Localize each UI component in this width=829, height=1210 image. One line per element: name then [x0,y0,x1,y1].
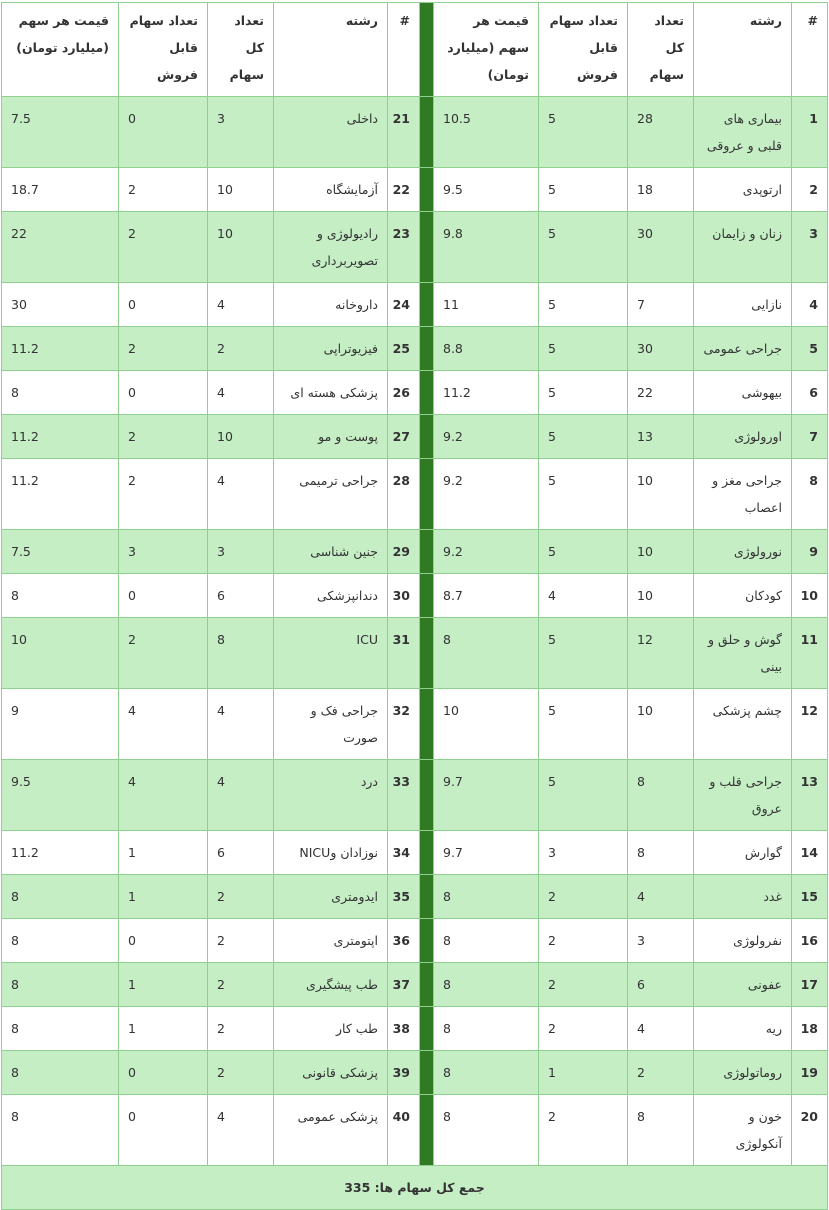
table-row [2,168,828,212]
total-shares: 8 [628,1095,694,1166]
row-number: 14 [792,831,828,875]
price-per-share: 8 [2,371,119,415]
table-body [2,97,828,1166]
sellable-shares: 3 [119,530,208,574]
total-shares: 2 [208,919,274,963]
field-name: درد [274,760,388,831]
column-separator [420,919,434,963]
price-per-share: 9.2 [434,530,539,574]
row-number: 21 [388,97,420,168]
table-row [2,530,828,574]
table-row [2,97,828,168]
total-shares: 2 [208,1051,274,1095]
row-number: 8 [792,459,828,530]
total-shares-summary: جمع کل سهام ها: 335 [2,1166,828,1210]
sellable-shares: 2 [539,1007,628,1051]
sellable-shares: 1 [119,831,208,875]
price-per-share: 9.8 [434,212,539,283]
field-name: پزشکی عمومی [274,1095,388,1166]
sellable-shares: 2 [119,327,208,371]
row-number: 39 [388,1051,420,1095]
price-per-share: 10 [2,618,119,689]
field-name: ارتوپدی [694,168,792,212]
row-number: 3 [792,212,828,283]
price-per-share: 11.2 [2,459,119,530]
sellable-shares: 5 [539,689,628,760]
sellable-shares: 2 [119,212,208,283]
price-per-share: 8 [2,1051,119,1095]
table-row [2,1007,828,1051]
price-per-share: 9.5 [434,168,539,212]
price-per-share: 9 [2,689,119,760]
total-shares: 3 [208,97,274,168]
field-name: نفرولوژی [694,919,792,963]
row-number: 10 [792,574,828,618]
total-shares: 2 [208,1007,274,1051]
sellable-shares: 4 [119,760,208,831]
sellable-shares: 2 [539,875,628,919]
price-per-share: 11.2 [2,831,119,875]
total-shares: 12 [628,618,694,689]
header-total-shares: تعداد کل سهام [628,3,694,97]
total-shares: 2 [208,327,274,371]
row-number: 30 [388,574,420,618]
header-sellable-shares: تعداد سهام قابل فروش [119,3,208,97]
total-shares: 10 [628,574,694,618]
total-shares: 10 [628,459,694,530]
row-number: 40 [388,1095,420,1166]
field-name: طب پیشگیری [274,963,388,1007]
field-name: ICU [274,618,388,689]
column-separator [420,618,434,689]
field-name: آزمایشگاه [274,168,388,212]
row-number: 1 [792,97,828,168]
total-shares: 3 [628,919,694,963]
field-name: غدد [694,875,792,919]
sellable-shares: 4 [539,574,628,618]
table-row [2,283,828,327]
total-shares: 8 [628,831,694,875]
field-name: جراحی ترمیمی [274,459,388,530]
sellable-shares: 0 [119,97,208,168]
table-row [2,963,828,1007]
price-per-share: 8 [434,618,539,689]
total-shares: 10 [628,689,694,760]
total-shares: 30 [628,327,694,371]
table-row [2,689,828,760]
total-shares: 6 [628,963,694,1007]
row-number: 24 [388,283,420,327]
row-number: 9 [792,530,828,574]
price-per-share: 8 [2,1007,119,1051]
field-name: چشم پزشکی [694,689,792,760]
row-number: 26 [388,371,420,415]
total-shares: 22 [628,371,694,415]
column-separator [420,212,434,283]
field-name: جراحی مغز و اعصاب [694,459,792,530]
column-separator [420,97,434,168]
sellable-shares: 1 [119,875,208,919]
header-price-per-share: قیمت هر سهم (میلیارد تومان) [2,3,119,97]
price-per-share: 8 [434,1051,539,1095]
row-number: 5 [792,327,828,371]
column-separator [420,963,434,1007]
field-name: پوست و مو [274,415,388,459]
field-name: گوش و حلق و بینی [694,618,792,689]
sellable-shares: 0 [119,919,208,963]
price-per-share: 8.7 [434,574,539,618]
price-per-share: 10 [434,689,539,760]
sellable-shares: 2 [119,415,208,459]
field-name: جنین شناسی [274,530,388,574]
total-shares: 4 [208,371,274,415]
total-shares: 10 [208,212,274,283]
price-per-share: 18.7 [2,168,119,212]
sellable-shares: 4 [119,689,208,760]
sellable-shares: 2 [119,459,208,530]
row-number: 34 [388,831,420,875]
table-row [2,760,828,831]
header-index: # [388,3,420,97]
table-row [2,574,828,618]
row-number: 17 [792,963,828,1007]
row-number: 19 [792,1051,828,1095]
column-separator [420,530,434,574]
field-name: گوارش [694,831,792,875]
field-name: اورولوژی [694,415,792,459]
total-shares: 4 [208,1095,274,1166]
price-per-share: 7.5 [2,530,119,574]
table-row [2,919,828,963]
column-separator [420,831,434,875]
sellable-shares: 5 [539,283,628,327]
price-per-share: 10.5 [434,97,539,168]
sellable-shares: 5 [539,327,628,371]
field-name: خون و آنکولوژی [694,1095,792,1166]
field-name: فیزیوتراپی [274,327,388,371]
field-name: زنان و زایمان [694,212,792,283]
total-shares: 2 [208,875,274,919]
header-sellable-shares: تعداد سهام قابل فروش [539,3,628,97]
row-number: 31 [388,618,420,689]
table-row [2,371,828,415]
price-per-share: 9.7 [434,760,539,831]
row-number: 35 [388,875,420,919]
sellable-shares: 5 [539,459,628,530]
table-row [2,875,828,919]
sellable-shares: 0 [119,371,208,415]
sellable-shares: 0 [119,1095,208,1166]
sellable-shares: 5 [539,371,628,415]
price-per-share: 22 [2,212,119,283]
total-shares: 4 [628,1007,694,1051]
field-name: نوزادان وNICU [274,831,388,875]
total-shares: 30 [628,212,694,283]
field-name: جراحی قلب و عروق [694,760,792,831]
table-row [2,415,828,459]
price-per-share: 9.2 [434,459,539,530]
total-shares: 2 [208,963,274,1007]
footer-row [2,1166,828,1210]
price-per-share: 8 [2,875,119,919]
price-per-share: 8 [434,1095,539,1166]
row-number: 15 [792,875,828,919]
column-separator [420,327,434,371]
table-row [2,831,828,875]
column-separator [420,574,434,618]
column-separator [420,875,434,919]
sellable-shares: 0 [119,283,208,327]
sellable-shares: 2 [539,1095,628,1166]
price-per-share: 8 [2,1095,119,1166]
column-separator [420,1007,434,1051]
row-number: 16 [792,919,828,963]
row-number: 18 [792,1007,828,1051]
column-separator [420,3,434,97]
row-number: 7 [792,415,828,459]
sellable-shares: 5 [539,760,628,831]
field-name: داروخانه [274,283,388,327]
field-name: جراحی عمومی [694,327,792,371]
field-name: عفونی [694,963,792,1007]
price-per-share: 30 [2,283,119,327]
total-shares: 10 [208,168,274,212]
field-name: کودکان [694,574,792,618]
field-name: پزشکی قانونی [274,1051,388,1095]
price-per-share: 8.8 [434,327,539,371]
total-shares: 8 [628,760,694,831]
field-name: دندانپزشکی [274,574,388,618]
sellable-shares: 2 [539,919,628,963]
row-number: 38 [388,1007,420,1051]
row-number: 2 [792,168,828,212]
price-per-share: 8 [2,963,119,1007]
price-per-share: 9.2 [434,415,539,459]
total-shares: 4 [208,459,274,530]
price-per-share: 8 [434,1007,539,1051]
row-number: 27 [388,415,420,459]
column-separator [420,371,434,415]
price-per-share: 9.5 [2,760,119,831]
row-number: 25 [388,327,420,371]
field-name: بیماری های قلبی و عروقی [694,97,792,168]
total-shares: 8 [208,618,274,689]
total-shares: 4 [208,689,274,760]
sellable-shares: 0 [119,574,208,618]
sellable-shares: 5 [539,530,628,574]
column-separator [420,459,434,530]
row-number: 20 [792,1095,828,1166]
field-name: نازایی [694,283,792,327]
table-row [2,1051,828,1095]
header-field: رشته [274,3,388,97]
price-per-share: 11.2 [2,327,119,371]
column-separator [420,415,434,459]
total-shares: 6 [208,831,274,875]
field-name: بیهوشی [694,371,792,415]
row-number: 28 [388,459,420,530]
total-shares: 3 [208,530,274,574]
sellable-shares: 2 [119,618,208,689]
column-separator [420,168,434,212]
row-number: 12 [792,689,828,760]
price-per-share: 8 [434,919,539,963]
header-field: رشته [694,3,792,97]
total-shares: 2 [628,1051,694,1095]
total-shares: 6 [208,574,274,618]
sellable-shares: 1 [539,1051,628,1095]
field-name: روماتولوژی [694,1051,792,1095]
total-shares: 4 [208,760,274,831]
row-number: 4 [792,283,828,327]
table-row [2,618,828,689]
total-shares: 7 [628,283,694,327]
sellable-shares: 5 [539,415,628,459]
price-per-share: 7.5 [2,97,119,168]
price-per-share: 8 [2,919,119,963]
column-separator [420,283,434,327]
total-shares: 28 [628,97,694,168]
row-number: 13 [792,760,828,831]
sellable-shares: 2 [539,963,628,1007]
total-shares: 13 [628,415,694,459]
total-shares: 4 [628,875,694,919]
total-shares: 10 [208,415,274,459]
header-row [2,3,828,97]
price-per-share: 11 [434,283,539,327]
header-total-shares: تعداد کل سهام [208,3,274,97]
price-per-share: 8 [2,574,119,618]
field-name: جراحی فک و صورت [274,689,388,760]
row-number: 23 [388,212,420,283]
row-number: 29 [388,530,420,574]
column-separator [420,760,434,831]
field-name: ریه [694,1007,792,1051]
price-per-share: 8 [434,875,539,919]
sellable-shares: 5 [539,212,628,283]
column-separator [420,1095,434,1166]
sellable-shares: 0 [119,1051,208,1095]
sellable-shares: 5 [539,97,628,168]
table-row [2,459,828,530]
total-shares: 18 [628,168,694,212]
field-name: رادیولوژی و تصویربرداری [274,212,388,283]
field-name: طب کار [274,1007,388,1051]
sellable-shares: 5 [539,168,628,212]
row-number: 22 [388,168,420,212]
row-number: 11 [792,618,828,689]
price-per-share: 11.2 [2,415,119,459]
row-number: 36 [388,919,420,963]
price-per-share: 9.7 [434,831,539,875]
header-price-per-share: قیمت هر سهم (میلیارد تومان) [434,3,539,97]
field-name: نورولوژی [694,530,792,574]
row-number: 6 [792,371,828,415]
column-separator [420,689,434,760]
row-number: 32 [388,689,420,760]
total-shares: 4 [208,283,274,327]
sellable-shares: 1 [119,1007,208,1051]
field-name: داخلی [274,97,388,168]
field-name: ایدومتری [274,875,388,919]
price-per-share: 8 [434,963,539,1007]
table-row [2,1095,828,1166]
table-row [2,327,828,371]
field-name: پزشکی هسته ای [274,371,388,415]
sellable-shares: 3 [539,831,628,875]
price-per-share: 11.2 [434,371,539,415]
table-row [2,212,828,283]
shares-table [1,2,828,1210]
total-shares: 10 [628,530,694,574]
field-name: اپتومتری [274,919,388,963]
header-index: # [792,3,828,97]
column-separator [420,1051,434,1095]
row-number: 37 [388,963,420,1007]
sellable-shares: 2 [119,168,208,212]
sellable-shares: 5 [539,618,628,689]
row-number: 33 [388,760,420,831]
sellable-shares: 1 [119,963,208,1007]
